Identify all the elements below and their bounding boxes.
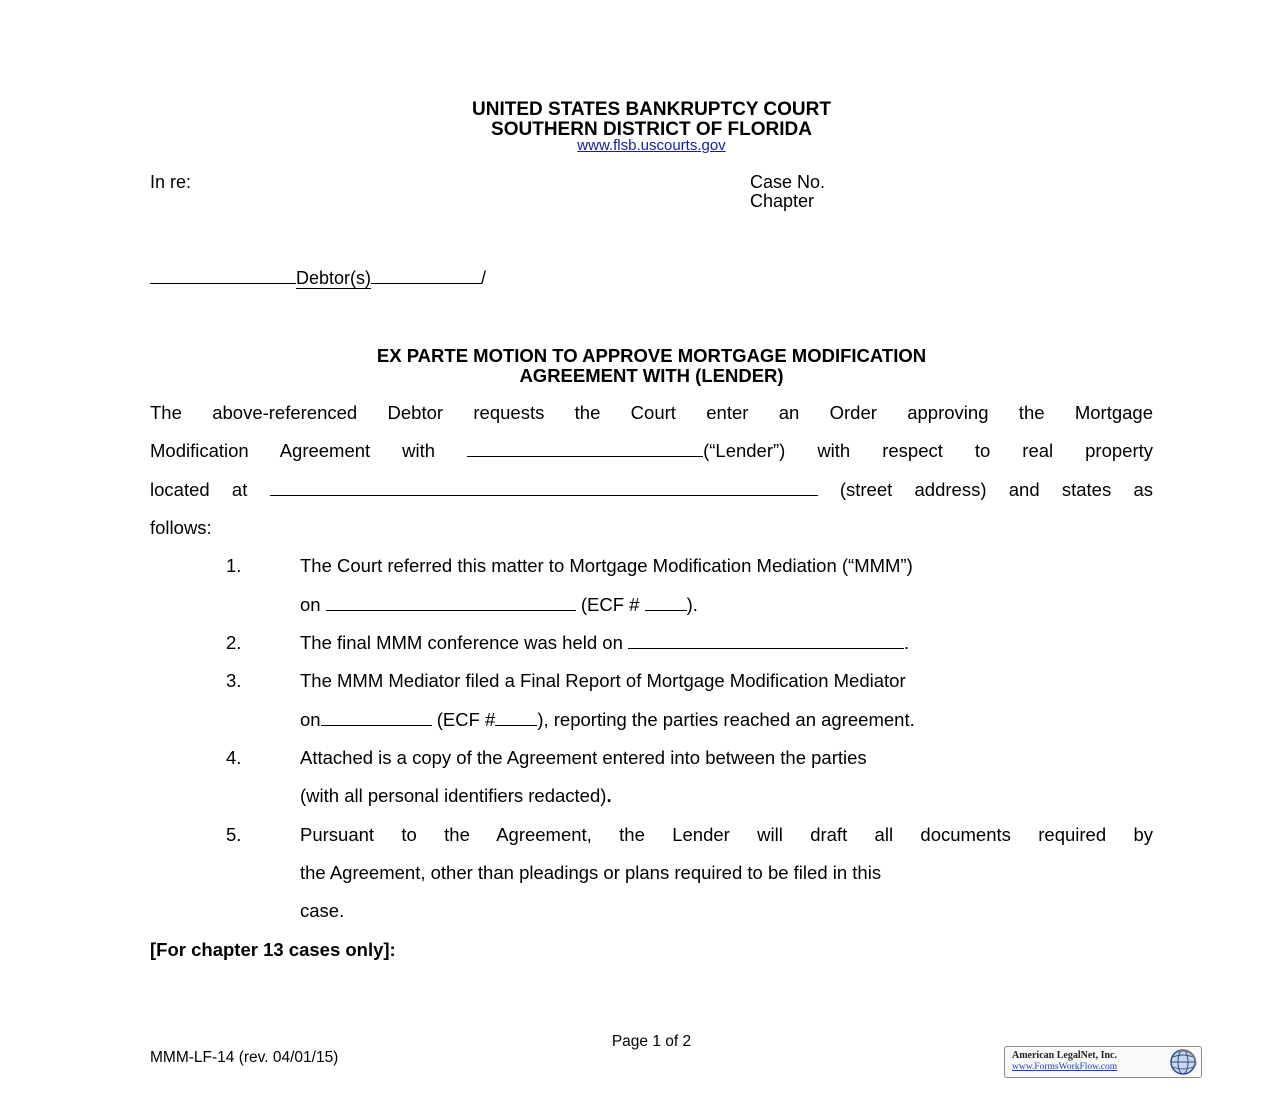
motion-title-line2: AGREEMENT WITH (LENDER) (519, 365, 784, 386)
item-2-line-1 (300, 632, 909, 654)
item-3-line-2 (300, 709, 915, 731)
item-4-line-1: Attached is a copy of the Agreement entered into between the parties (300, 747, 867, 768)
item-3-on: on (300, 709, 321, 730)
motion-title-line1: EX PARTE MOTION TO APPROVE MORTGAGE MODIFICATION (376, 345, 927, 366)
court-website-link[interactable]: www.flsb.uscourts.gov (577, 137, 726, 154)
intro-line-3 (150, 479, 1153, 501)
district-name: SOUTHERN DISTRICT OF FLORIDA (491, 119, 812, 140)
intro-line-1: The above-referenced Debtor requests the Court enter an Order approving the Mortgage (150, 402, 1153, 423)
lender-blank (467, 441, 703, 457)
debtor-blank-right (371, 268, 481, 284)
item-1-end: ). (686, 594, 698, 615)
intro-line-2-start: Modification Agreement with (150, 440, 436, 461)
court-website (0, 137, 1275, 154)
debtor-line (150, 268, 486, 289)
court-name: UNITED STATES BANKRUPTCY COURT (472, 99, 831, 120)
intro-line-3-start: located at (150, 479, 248, 500)
debtor-blank-left (150, 268, 296, 284)
item-5-number: 5. (226, 824, 242, 845)
item-1-ecf-blank (645, 595, 687, 611)
item-5-line-2: the Agreement, other than pleadings or plans required to be filed in this (300, 862, 882, 883)
item-1-line-2 (300, 594, 698, 616)
item-1-line-1: The Court referred this matter to Mortgage Modification Mediation (“MMM”) (300, 555, 913, 576)
item-2-end: . (904, 632, 910, 653)
intro-line-4: follows: (150, 517, 212, 538)
referral-date-blank (326, 595, 576, 611)
report-date-blank (321, 710, 432, 726)
debtor-slash: / (481, 268, 487, 288)
page-number: Page 1 of 2 (611, 1033, 692, 1050)
street-address-blank (270, 480, 818, 496)
item-3-ecf-blank (495, 710, 537, 726)
form-id: MMM-LF-14 (rev. 04/01/15) (150, 1049, 339, 1066)
case-no-label: Case No. (750, 172, 826, 192)
in-re-label: In re: (150, 172, 192, 192)
intro-line-2-end: (“Lender”) with respect to real property (703, 440, 1154, 461)
item-1-number: 1. (226, 555, 242, 576)
item-3-end: ), reporting the parties reached an agreement. (537, 709, 915, 730)
item-2-number: 2. (226, 632, 242, 653)
logo-company-name: American LegalNet, Inc. (1012, 1050, 1117, 1061)
item-4-number: 4. (226, 747, 242, 768)
item-4-period: . (606, 785, 612, 806)
chapter-13-heading: [For chapter 13 cases only]: (150, 939, 396, 960)
item-4-line-2 (300, 785, 612, 807)
item-1-ecf: (ECF # (580, 594, 640, 615)
chapter-label: Chapter (750, 191, 815, 211)
item-2-text: The final MMM conference was held on (300, 632, 623, 653)
intro-line-3-end: (street address) and states as (839, 479, 1153, 500)
conference-date-blank (628, 633, 904, 649)
item-1-on: on (300, 594, 321, 615)
intro-line-2 (150, 440, 1153, 462)
american-legalnet-logo[interactable] (1004, 1046, 1202, 1078)
item-3-number: 3. (226, 670, 242, 691)
item-3-line-1: The MMM Mediator filed a Final Report of Mortgage Modification Mediator (300, 670, 906, 691)
item-4-text: (with all personal identifiers redacted) (300, 785, 607, 806)
item-5-line-1: Pursuant to the Agreement, the Lender will draft all documents required by (300, 824, 1153, 845)
logo-website: www.FormsWorkFlow.com (1012, 1062, 1118, 1072)
item-5-line-3: case. (300, 900, 345, 921)
item-3-ecf: (ECF # (436, 709, 496, 730)
globe-icon (1169, 1048, 1197, 1076)
debtor-label: Debtor(s) (296, 268, 372, 288)
